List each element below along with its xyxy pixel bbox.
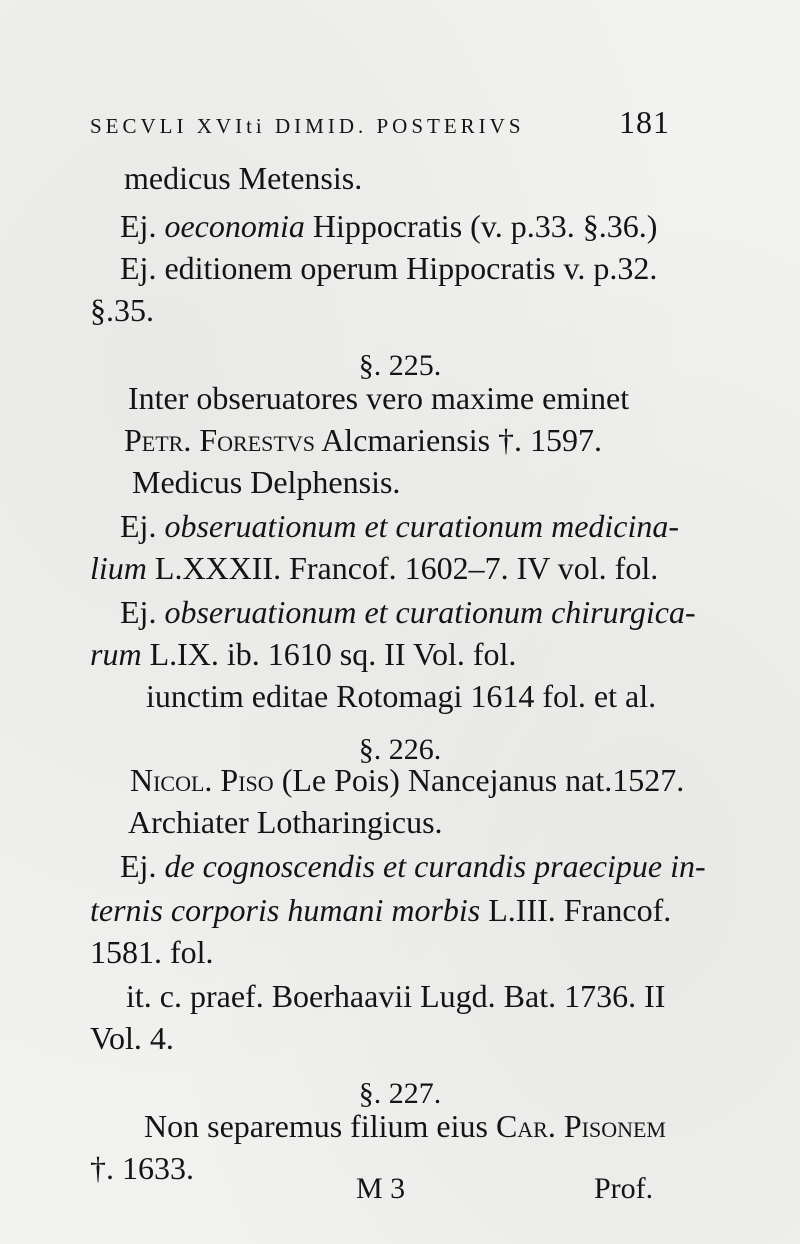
text-line: Archiater Lotharingicus. <box>128 804 443 840</box>
text-line: Ej. de cognoscendis et curandis praecipue in- <box>120 848 706 884</box>
catchword: Prof. <box>594 1172 654 1205</box>
text-line: lium L.XXXII. Francof. 1602–7. IV vol. fol. <box>90 550 659 586</box>
text-line: §.35. <box>90 292 154 328</box>
text-line: it. c. praef. Boerhaavii Lugd. Bat. 1736. II <box>126 978 666 1014</box>
page-number: 181 <box>619 104 670 140</box>
text-line: medicus Metensis. <box>124 160 363 196</box>
text-line: †. 1633. <box>90 1150 194 1186</box>
section-heading: §. 226. <box>358 733 442 766</box>
text-line: Nicol. Piso (Le Pois) Nancejanus nat.1527. <box>130 762 685 798</box>
text-line: rum L.IX. ib. 1610 sq. II Vol. fol. <box>90 636 517 672</box>
text-line: Inter obseruatores vero maxime eminet <box>128 380 630 416</box>
text-line: iunctim editae Rotomagi 1614 fol. et al. <box>146 678 657 714</box>
section-heading: §. 227. <box>358 1077 442 1110</box>
running-title: SECVLI XVIti DIMID. POSTERIVS <box>90 114 525 138</box>
text-line: Ej. oeconomia Hippocratis (v. p.33. §.36.) <box>120 208 658 244</box>
text-line: Ej. obseruationum et curationum medicina- <box>120 508 680 544</box>
text-line: ternis corporis humani morbis L.III. Francof. <box>90 892 672 928</box>
section-heading: §. 225. <box>358 349 442 382</box>
text-line: Vol. 4. <box>90 1020 174 1056</box>
signature-mark: M 3 <box>356 1172 406 1205</box>
text-line: Non separemus filium eius Car. Pisonem <box>144 1108 666 1144</box>
text-line: Ej. obseruationum et curationum chirurgica- <box>120 594 696 630</box>
text-line: Ej. editionem operum Hippocratis v. p.32. <box>120 250 658 286</box>
running-header <box>90 104 670 141</box>
text-line: Medicus Delphensis. <box>132 464 401 500</box>
text-line: Petr. Forestvs Alcmariensis †. 1597. <box>124 422 603 458</box>
text-line: 1581. fol. <box>90 934 214 970</box>
